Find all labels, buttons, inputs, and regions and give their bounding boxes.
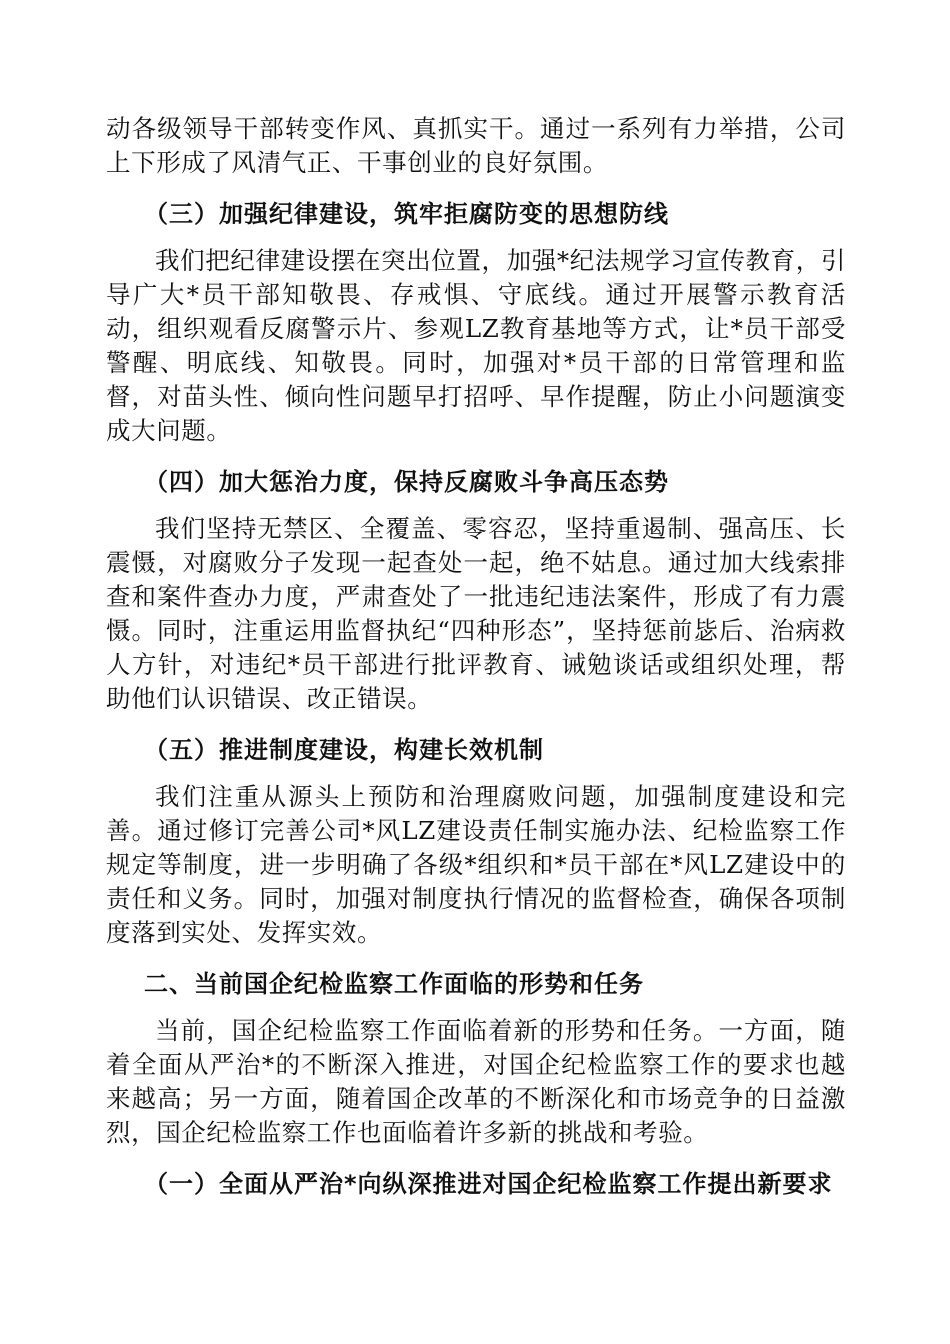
section-heading-2-1: （一）全面从严治*向纵深推进对国企纪检监察工作提出新要求: [144, 1170, 833, 1198]
paragraph-punishment: 我们坚持无禁区、全覆盖、零容忍，坚持重遏制、强高压、长震慑，对腐败分子发现一起查处一起，绝不姑息。通过加大线索排查和案件查办力度，严肃查处了一批违纪违法案件，形成了有力震慑。同时，注重运用监督执纪“四种形态”，坚持惩前毖后、治病救人方针，对违纪*员干部进行批评教育、诫勉谈话或组织处理，帮助他们认识错误、改正错误。: [106, 514, 846, 713]
paragraph-situation: 当前，国企纪检监察工作面临着新的形势和任务。一方面，随着全面从严治*的不断深入推进，对国企纪检监察工作的要求也越来越高；另一方面，随着国企改革的不断深化和市场竞争的日益激烈，国企纪检监察工作也面临着许多新的挑战和考验。: [106, 1016, 846, 1147]
paragraph-discipline: 我们把纪律建设摆在突出位置，加强*纪法规学习宣传教育，引导广大*员干部知敬畏、存戒惧、守底线。通过开展警示教育活动，组织观看反腐警示片、参观LZ教育基地等方式，让*员干部受警醒、明底线、知敬畏。同时，加强对*员干部的日常管理和监督，对苗头性、倾向性问题早打招呼、早作提醒，防止小问题演变成大问题。: [106, 246, 846, 445]
section-heading-4: （四）加大惩治力度，保持反腐败斗争高压态势: [144, 468, 669, 496]
section-heading-5: （五）推进制度建设，构建长效机制: [144, 736, 544, 764]
document-page: [106, 112, 846, 1201]
chapter-heading-2: 二、当前国企纪检监察工作面临的形势和任务: [144, 970, 644, 998]
section-heading-3: （三）加强纪律建设，筑牢拒腐防变的思想防线: [144, 200, 669, 228]
paragraph-continuation: 动各级领导干部转变作风、真抓实干。通过一系列有力举措，公司上下形成了风清气正、干事创业的良好氛围。: [106, 114, 846, 177]
paragraph-institution: 我们注重从源头上预防和治理腐败问题，加强制度建设和完善。通过修订完善公司*风LZ建设责任制实施办法、纪检监察工作规定等制度，进一步明确了各级*组织和*员干部在*风LZ建设中的责任和义务。同时，加强对制度执行情况的监督检查，确保各项制度落到实处、发挥实效。: [106, 782, 846, 947]
